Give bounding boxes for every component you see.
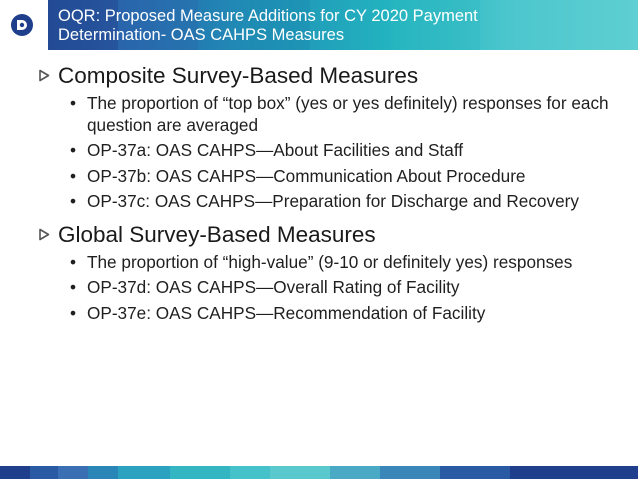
footer-segment [30, 466, 58, 479]
bullet-item: • OP-37e: OAS CAHPS—Recommendation of Facility [87, 303, 617, 325]
slide-title-line1: OQR: Proposed Measure Additions for CY 2020 Payment [58, 7, 478, 25]
footer-segment [230, 466, 270, 479]
bullet-item: • The proportion of “high-value” (9-10 or definitely yes) responses [87, 252, 617, 274]
footer-segment [510, 466, 638, 479]
logo-icon [10, 13, 34, 37]
arrow-bullet-icon [38, 228, 50, 241]
bullet-item: • The proportion of “top box” (yes or yes definitely) responses for each question are averaged [87, 93, 617, 136]
bullet-item: • OP-37a: OAS CAHPS—About Facilities and Staff [87, 140, 617, 162]
slide-title [58, 7, 628, 45]
footer-color-bar [0, 466, 638, 479]
title-bar [0, 0, 638, 50]
bullet-item: • OP-37d: OAS CAHPS—Overall Rating of Facility [87, 277, 617, 299]
bullet-item: • OP-37b: OAS CAHPS—Communication About Procedure [87, 166, 617, 188]
footer-segment [270, 466, 330, 479]
footer-segment [170, 466, 230, 479]
slide-title-line2: Determination- OAS CAHPS Measures [58, 26, 345, 44]
section-heading [58, 221, 638, 248]
footer-segment [58, 466, 88, 479]
footer-segment [330, 466, 380, 479]
bullet-item: • OP-37c: OAS CAHPS—Preparation for Discharge and Recovery [87, 191, 617, 213]
footer-segment [118, 466, 170, 479]
footer-segment [380, 466, 440, 479]
logo [0, 0, 48, 50]
section-heading-text: Composite Survey-Based Measures [58, 63, 419, 88]
footer-segment [0, 466, 30, 479]
arrow-bullet-icon [38, 69, 50, 82]
slide-body [0, 62, 638, 328]
footer-segment [88, 466, 118, 479]
section-heading [58, 62, 638, 89]
footer-segment [440, 466, 510, 479]
section-heading-text: Global Survey-Based Measures [58, 221, 376, 247]
